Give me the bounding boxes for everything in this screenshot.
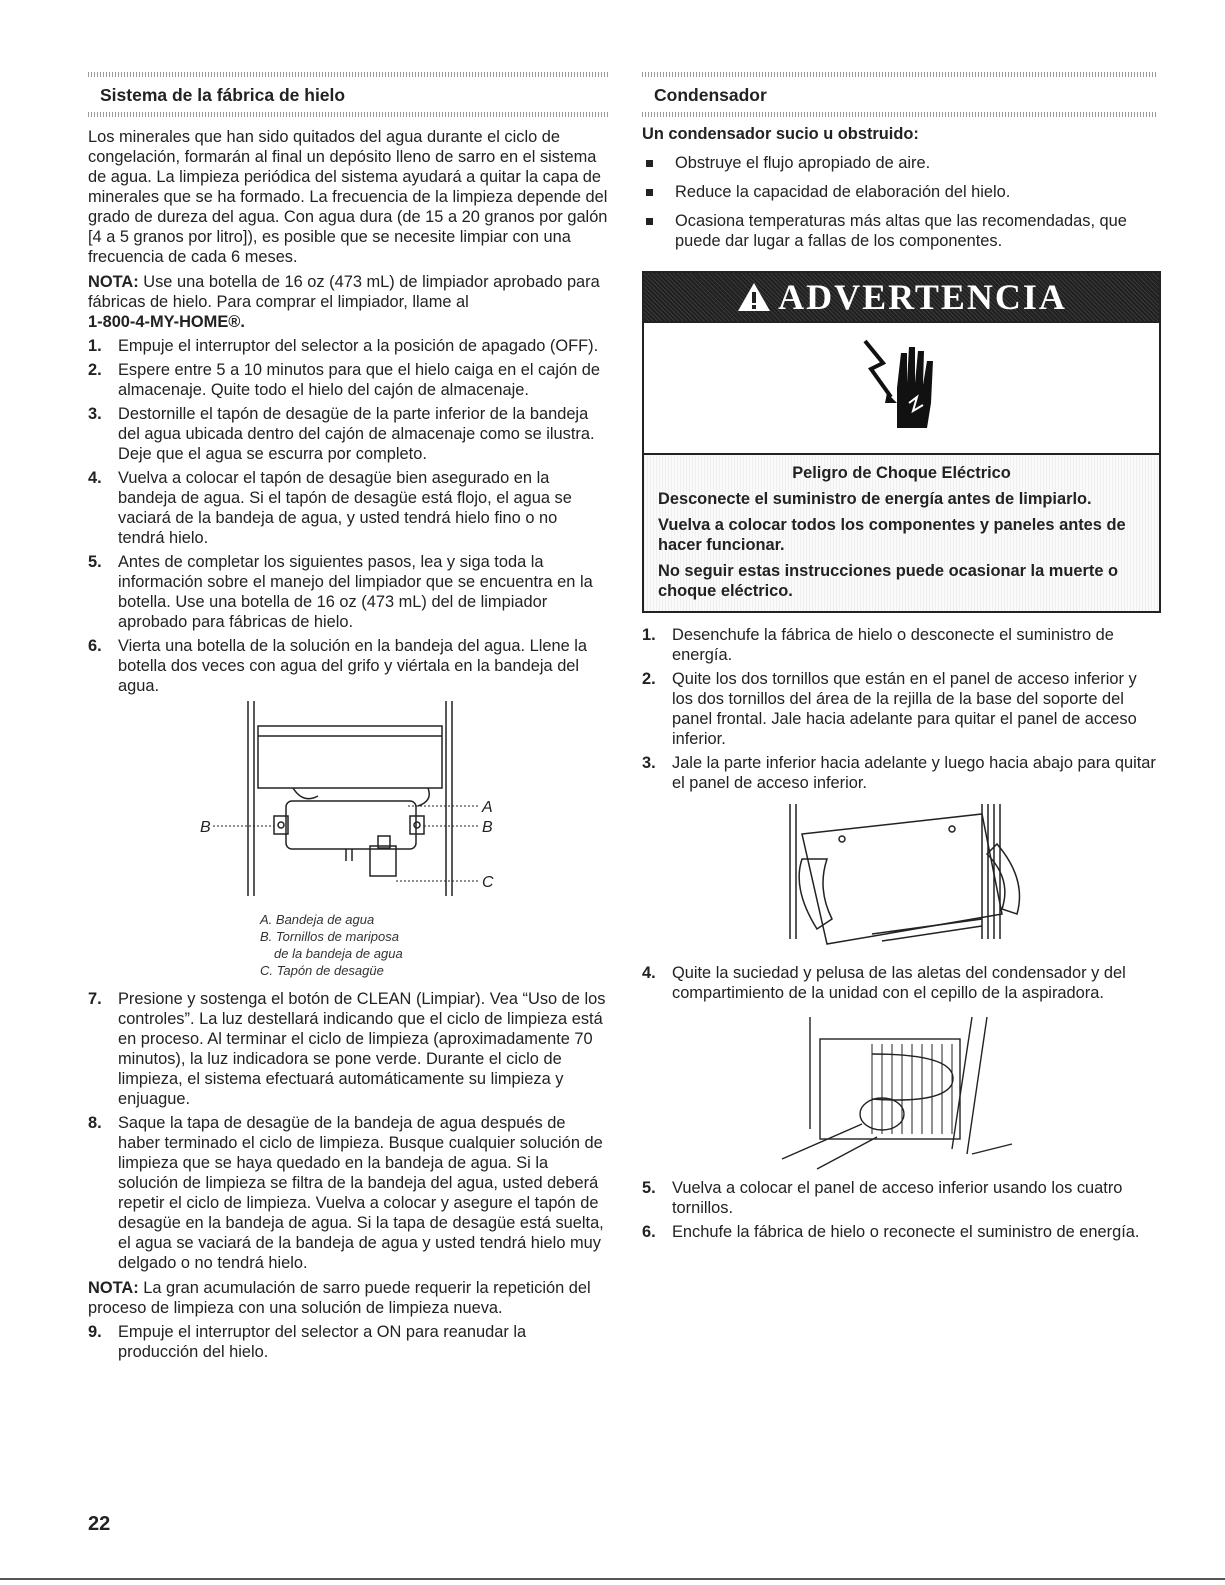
step-number: 1.: [88, 337, 102, 355]
step-number: 2.: [642, 670, 656, 688]
figure-captions: [260, 911, 608, 979]
step-number: 5.: [642, 1179, 656, 1197]
hazard-title: Peligro de Choque Eléctrico: [792, 464, 1011, 482]
list-item: [88, 360, 608, 400]
list-item: [88, 1113, 608, 1273]
step-text: Vierta una botella de la solución en la bandeja del agua. Llene la botella dos veces con agua del grifo y viértala en la bandeja del agua.: [118, 637, 588, 695]
warning-title: ADVERTENCIA: [778, 277, 1067, 317]
warning-line: Vuelva a colocar todos los componentes y paneles antes de hacer funcionar.: [658, 516, 1126, 554]
shock-hazard-symbol: [644, 321, 1159, 453]
step-text: Empuje el interruptor del selector a ON para reanudar la producción del hielo.: [118, 1323, 527, 1361]
step-number: 9.: [88, 1323, 102, 1341]
warning-line: Desconecte el suministro de energía antes de limpiarlo.: [658, 490, 1092, 508]
step-text: Destornille el tapón de desagüe de la parte inferior de la bandeja del agua ubicada dentro del cajón de almacenaje como se ilustra. Deje que el agua se escurra por completo.: [118, 405, 595, 463]
list-item: [88, 404, 608, 464]
step-text: Espere entre 5 a 10 minutos para que el hielo caiga en el cajón de almacenaje. Quite todo el hielo del cajón de almacenaje.: [118, 361, 601, 399]
phone-number: [88, 312, 608, 332]
warning-box: [642, 271, 1161, 613]
list-item: [88, 1322, 608, 1362]
callout-b-right: B: [482, 819, 493, 836]
caption-b-cont: de la bandeja de agua: [274, 946, 403, 961]
caption-a: A. Bandeja de agua: [260, 912, 375, 927]
step-text: Quite la suciedad y pelusa de las aletas del condensador y del compartimiento de la unidad con el cepillo de la aspiradora.: [672, 964, 1126, 1002]
warning-header: [644, 273, 1159, 321]
note-text: Use una botella de 16 oz (473 mL) de limpiador aprobado para fábricas de hielo. Para comprar el limpiador, llame al: [88, 273, 600, 311]
step-text: Jale la parte inferior hacia adelante y luego hacia abajo para quitar el panel de acceso inferior.: [672, 754, 1156, 792]
left-column: [88, 72, 608, 1362]
right-column: [642, 72, 1157, 1242]
list-item: [642, 1222, 1157, 1242]
section-rule: [88, 112, 608, 117]
page-number: 22: [88, 1513, 111, 1535]
callout-c: C: [482, 874, 494, 891]
electric-shock-hand-icon: [857, 333, 947, 443]
note-paragraph: [88, 272, 608, 312]
list-item: [642, 625, 1157, 665]
note-label: NOTA:: [88, 1279, 139, 1297]
section-rule: [88, 72, 608, 77]
bullet-text: Reduce la capacidad de elaboración del hielo.: [675, 183, 1011, 201]
steps-list: [88, 336, 608, 696]
page-bottom-rule: [0, 1578, 1225, 1580]
section-title-ice-maker: Sistema de la fábrica de hielo: [100, 85, 346, 105]
list-item: [642, 153, 1157, 173]
phone-text: 1-800-4-MY-HOME®.: [88, 313, 245, 331]
condenser-steps-list-continued: [642, 1178, 1157, 1242]
step-text: Presione y sostenga el botón de CLEAN (Limpiar). Vea “Uso de los controles”. La luz destellará indicando que el ciclo de limpieza está en proceso. Al terminar el ciclo de limpieza (aproximadamente 70 minutos), la luz indicadora se pone verde. Durante el ciclo de limpieza, el sistema efectuará automáticamente su limpieza y enjuague.: [118, 990, 606, 1108]
step-number: 3.: [642, 754, 656, 772]
step-number: 7.: [88, 990, 102, 1008]
callout-b-left: B: [200, 819, 211, 836]
list-item: [88, 989, 608, 1109]
section-title-condenser: Condensador: [654, 85, 767, 105]
callout-a: A: [482, 799, 493, 816]
bullet-square-icon: [646, 160, 653, 167]
step-number: 4.: [88, 469, 102, 487]
list-item: [642, 753, 1157, 793]
warning-body: [644, 453, 1159, 611]
panel-removal-illustration: [642, 799, 1157, 959]
caption-c: C. Tapón de desagüe: [260, 963, 384, 978]
step-text: Desenchufe la fábrica de hielo o desconecte el suministro de energía.: [672, 626, 1114, 664]
note-paragraph-2: [88, 1278, 608, 1318]
bullet-list: [642, 153, 1157, 251]
step-number: 3.: [88, 405, 102, 423]
warning-line: No seguir estas instrucciones puede ocasionar la muerte o choque eléctrico.: [658, 562, 1118, 600]
intro-paragraph: Los minerales que han sido quitados del agua durante el ciclo de congelación, formarán al final un depósito lleno de sarro en el sistema de agua. La limpieza periódica del sistema ayudará a quitar la capa de minerales que se ha formado. La frecuencia de la limpieza depende del grado de dureza del agua. Con agua dura (de 15 a 20 granos por galón [4 a 5 granos por litro]), es posible que se necesite limpiar con una frecuencia de cada 6 meses.: [88, 128, 608, 266]
list-item: [642, 182, 1157, 202]
list-item: [642, 211, 1157, 251]
step-number: 1.: [642, 626, 656, 644]
water-tray-drawing: [88, 696, 608, 906]
list-item: [642, 1178, 1157, 1218]
step-number: 8.: [88, 1114, 102, 1132]
list-item: [88, 336, 608, 356]
caption-b: B. Tornillos de mariposa: [260, 929, 399, 944]
step-number: 4.: [642, 964, 656, 982]
step-text: Quite los dos tornillos que están en el panel de acceso inferior y los dos tornillos del área de la rejilla de la base del soporte del panel frontal. Jale hacia adelante para quitar el panel de acceso inferior.: [672, 670, 1137, 748]
step-number: 6.: [642, 1223, 656, 1241]
list-item: [88, 552, 608, 632]
condenser-cleaning-illustration: [642, 1009, 1157, 1174]
step-number: 5.: [88, 553, 102, 571]
bullet-text: Obstruye el flujo apropiado de aire.: [675, 154, 931, 172]
note-text: La gran acumulación de sarro puede requerir la repetición del proceso de limpieza con una solución de limpieza nueva.: [88, 1279, 591, 1317]
condenser-subheading: Un condensador sucio u obstruido:: [642, 125, 919, 143]
step-text: Empuje el interruptor del selector a la posición de apagado (OFF).: [118, 337, 599, 355]
warning-triangle-icon: [736, 281, 772, 313]
step-text: Vuelva a colocar el tapón de desagüe bien asegurado en la bandeja de agua. Si el tapón de desagüe está flojo, el agua se vaciará de la bandeja de agua, y usted tendrá hielo fino o no tendrá hielo.: [118, 469, 572, 547]
condenser-steps-list: [642, 625, 1157, 793]
step-text: Saque la tapa de desagüe de la bandeja de agua después de haber terminado el ciclo de limpieza. Busque cualquier solución de limpieza que se haya quedado en la bandeja de agua. Si la solución de limpieza se filtra de la bandeja del agua, usted deberá repetir el ciclo de limpieza. Vuelva a colocar y asegure el tapón de desagüe en la bandeja de agua. Si la tapa de desagüe está suelta, el agua se vaciará de la bandeja de agua y usted tendrá hielo muy delgado o no tendrá hielo.: [118, 1114, 604, 1272]
water-tray-illustration: [88, 696, 608, 979]
step-number: 2.: [88, 361, 102, 379]
section-rule: [642, 72, 1157, 77]
list-item: [88, 468, 608, 548]
note-label: NOTA:: [88, 273, 139, 291]
list-item: [88, 636, 608, 696]
section-rule: [642, 112, 1157, 117]
step-number: 6.: [88, 637, 102, 655]
steps-list-continued: [88, 989, 608, 1273]
bullet-square-icon: [646, 218, 653, 225]
step-text: Antes de completar los siguientes pasos, lea y siga toda la información sobre el manejo del limpiador que se encuentra en la botella. Use una botella de 16 oz (473 mL) del de limpiador aprobado para fábricas de hielo.: [118, 553, 593, 631]
step-text: Vuelva a colocar el panel de acceso inferior usando los cuatro tornillos.: [672, 1179, 1123, 1217]
bullet-text: Ocasiona temperaturas más altas que las recomendadas, que puede dar lugar a fallas de los componentes.: [675, 212, 1127, 250]
step-text: Enchufe la fábrica de hielo o reconecte el suministro de energía.: [672, 1223, 1140, 1241]
bullet-square-icon: [646, 189, 653, 196]
list-item: [642, 669, 1157, 749]
list-item: [642, 963, 1157, 1003]
